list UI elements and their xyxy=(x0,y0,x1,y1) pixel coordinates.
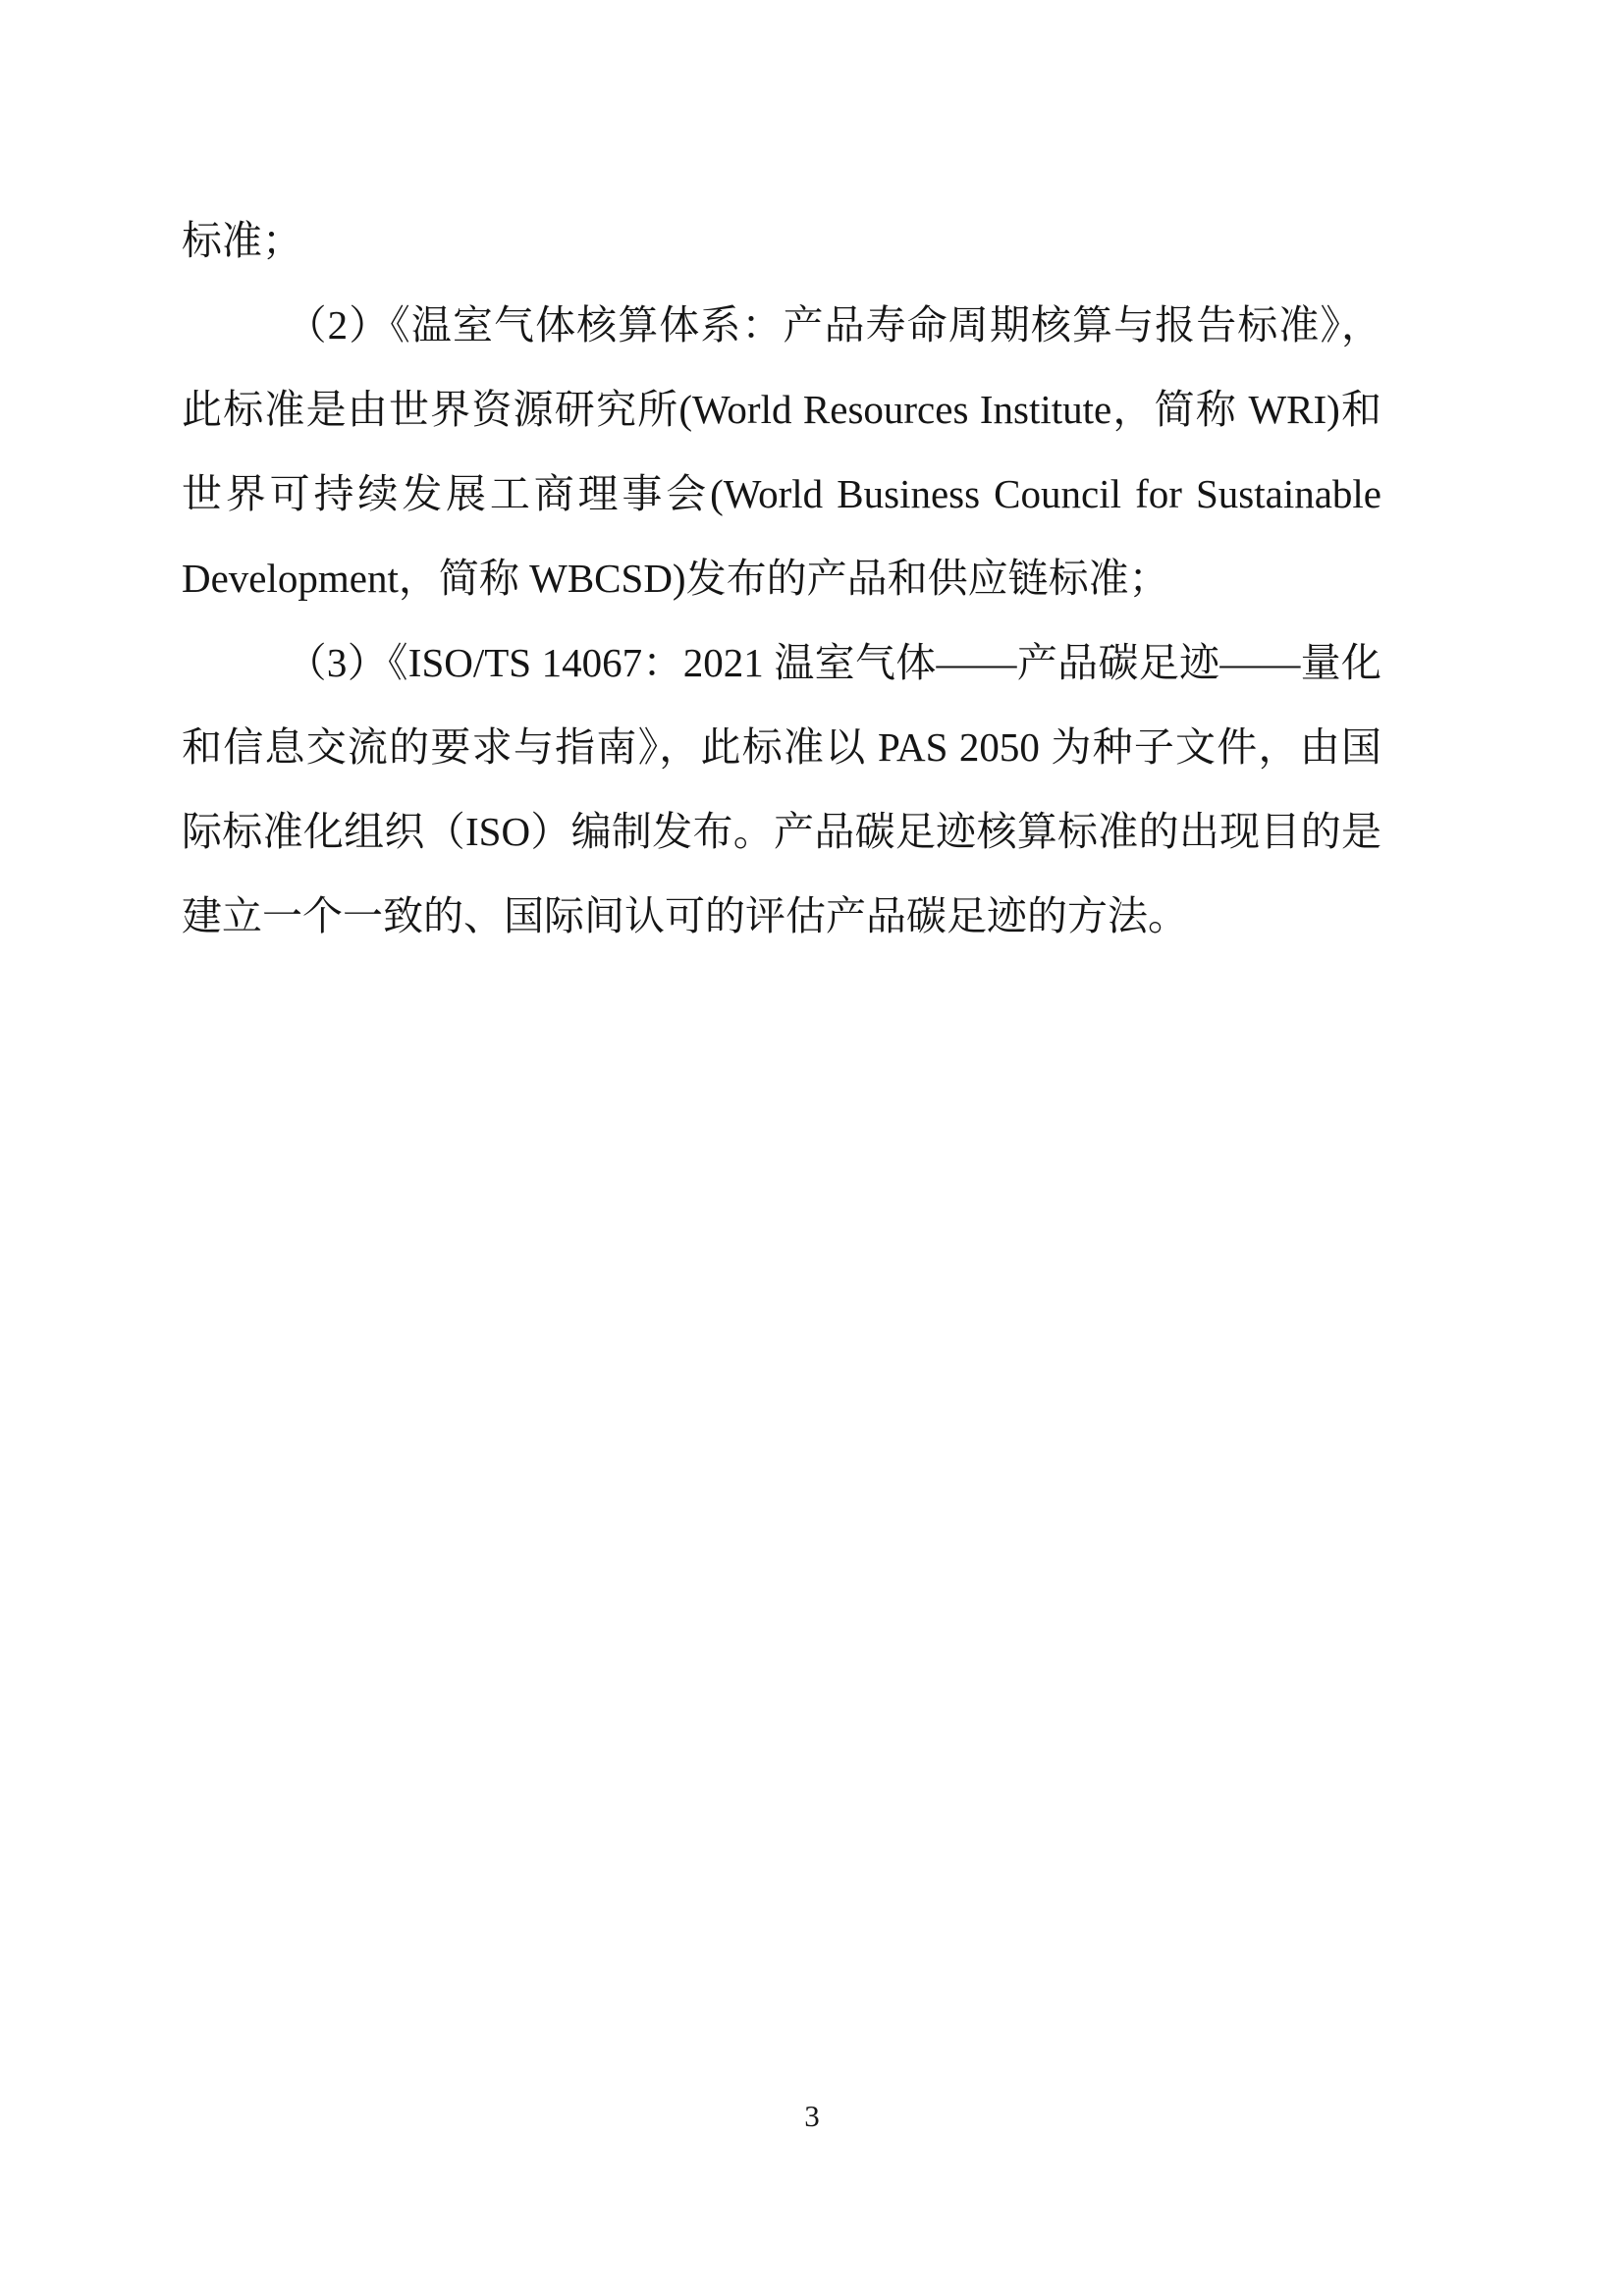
text-line: 际标准化组织（ISO）编制发布。产品碳足迹核算标准的出现目的是 xyxy=(182,809,1381,854)
text-line: 世界可持续发展工商理事会(World Business Council for Sustainable xyxy=(182,471,1381,516)
text-line: 标准； xyxy=(182,218,302,263)
text-line: 此标准是由世界资源研究所(World Resources Institute，简称 WRI)和 xyxy=(182,387,1381,432)
page-number: 3 xyxy=(804,2099,820,2133)
text-line: （3）《ISO/TS 14067：2021 温室气体——产品碳足迹——量化 xyxy=(286,640,1381,685)
text-line: Development，简称 WBCSD)发布的产品和供应链标准； xyxy=(182,556,1169,601)
body-text xyxy=(182,198,1381,958)
text-line: 和信息交流的要求与指南》，此标准以 PAS 2050 为种子文件，由国 xyxy=(182,724,1381,770)
text-line: 建立一个一致的、国际间认可的评估产品碳足迹的方法。 xyxy=(182,893,1188,938)
text-line: （2）《温室气体核算体系：产品寿命周期核算与报告标准》， xyxy=(286,302,1381,347)
